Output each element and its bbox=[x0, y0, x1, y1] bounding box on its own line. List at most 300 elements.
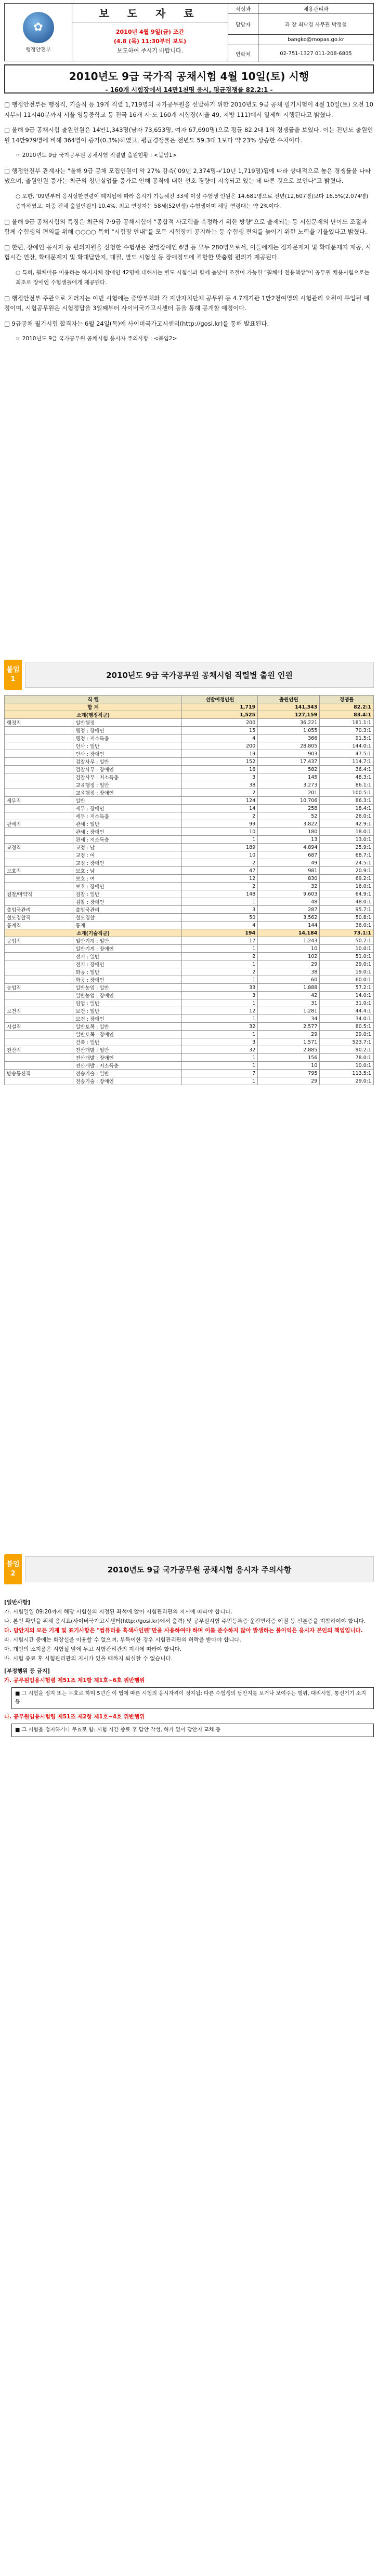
table-cell: 42 bbox=[258, 992, 320, 999]
table-cell: 보건직 bbox=[5, 1007, 73, 1015]
headline: 2010년도 9급 국가직 공채시험 4월 10일(토) 시행 bbox=[69, 70, 309, 83]
table-cell: 80.5:1 bbox=[320, 1023, 374, 1031]
table-cell: 4 bbox=[182, 735, 258, 742]
table-row bbox=[5, 1038, 374, 1046]
table-cell: 10 bbox=[182, 851, 258, 859]
table-cell: 합 계 bbox=[5, 703, 182, 711]
table-cell: 25.9:1 bbox=[320, 844, 374, 851]
table-cell: 287 bbox=[258, 906, 320, 914]
table-cell: 전기 : 일반 bbox=[73, 953, 182, 960]
paragraph: □ 행정안전부 관계자는 "올해 9급 공채 모집인원이 약 27% 감축('09년 2,374명→'10년 1,719명)됨에 따라 상대적으로 높은 경쟁률을 나타냈으며, 출원인원 증가는 최근의 청년실업률 증가로 인해 공직에 대한 선호 경향이 지속되고 있는 데 따른 것으로 보인다"고 밝혔다. bbox=[4, 167, 371, 184]
table-cell: 14,184 bbox=[258, 929, 320, 937]
table-row bbox=[5, 875, 374, 883]
table-cell: 2 bbox=[182, 953, 258, 960]
table-cell: 전송기술 : 장애인 bbox=[73, 1077, 182, 1085]
table-cell: 1 bbox=[182, 1062, 258, 1070]
value-person: 과 장 최낙경 사무관 박정철 bbox=[258, 14, 373, 35]
table-cell: 48.3:1 bbox=[320, 773, 374, 781]
table-cell bbox=[5, 1015, 73, 1023]
table-cell: 일반토목 : 장애인 bbox=[73, 1031, 182, 1038]
notice-item: 다. 답안지의 모든 기재 및 표기사항은 "컴퓨터용 흑색사인펜"만을 사용하여야 하며 이를 준수하지 않아 발생하는 불이익은 응시자 본인의 책임입니다. bbox=[4, 1627, 363, 1634]
table-cell: 10.0:1 bbox=[320, 945, 374, 953]
table-cell: 981 bbox=[258, 867, 320, 875]
table-cell: 38 bbox=[258, 968, 320, 976]
table-row bbox=[5, 836, 374, 844]
table-cell: 19.0:1 bbox=[320, 968, 374, 976]
table-cell: 3,822 bbox=[258, 820, 320, 828]
table-cell: 50.7:1 bbox=[320, 937, 374, 945]
table-row bbox=[5, 805, 374, 812]
table-cell: 86.3:1 bbox=[320, 797, 374, 805]
paragraph: □ 9급공채 필기시험 합격자는 6월 24일(목)에 사이버국가고시센터(http://gosi.kr)를 통해 발표된다. bbox=[4, 319, 269, 327]
table-cell: 2 bbox=[182, 883, 258, 890]
table-cell: 4,894 bbox=[258, 844, 320, 851]
table-cell: 113.5:1 bbox=[320, 1070, 374, 1077]
attachment-tag: 붙임 2 bbox=[4, 1554, 22, 1584]
table-cell: 16 bbox=[182, 766, 258, 773]
table-cell: 행정직 bbox=[5, 719, 73, 727]
table-cell: 10,706 bbox=[258, 797, 320, 805]
table-cell: 일반행정 bbox=[73, 719, 182, 727]
table-row bbox=[5, 750, 374, 758]
table-cell: 통계 bbox=[73, 922, 182, 929]
table-cell bbox=[5, 735, 73, 742]
table-cell: 인사 : 장애인 bbox=[73, 750, 182, 758]
notice-section bbox=[4, 1595, 374, 1740]
table-cell: 34 bbox=[258, 1015, 320, 1023]
table-row bbox=[5, 945, 374, 953]
table-row bbox=[5, 742, 374, 750]
table-row bbox=[5, 914, 374, 922]
attachment2-banner bbox=[4, 1553, 374, 1585]
table-cell: 3 bbox=[182, 1038, 258, 1046]
table-row bbox=[5, 1054, 374, 1062]
table-cell: 523.7:1 bbox=[320, 1038, 374, 1046]
table-row bbox=[5, 999, 374, 1007]
paragraph: □ 올해 9급 공채시험 출원인원은 14만1,343명(남자 73,653명, 여자 67,690명)으로 평균 82.2대 1의 경쟁률을 보였다. 이는 전년도 출원인원 14만979명에 비해 364명이 증가(0.3%)하였고, 평균경쟁률은 전년도 59.3대 1보다 약 23% 상승한 수치이다. bbox=[4, 126, 373, 144]
table-cell: 14 bbox=[182, 805, 258, 812]
table-row bbox=[5, 789, 374, 797]
table-header-row bbox=[5, 696, 374, 703]
table-cell: 보호 : 여 bbox=[73, 875, 182, 883]
table-cell: 127,159 bbox=[258, 711, 320, 719]
table-row bbox=[5, 797, 374, 805]
table-cell: 17 bbox=[182, 937, 258, 945]
section-heading: [부정행위 등 금지] bbox=[4, 1668, 50, 1674]
table-cell: 20.9:1 bbox=[320, 867, 374, 875]
table-cell: 화공 : 장애인 bbox=[73, 976, 182, 984]
table-cell: 64.9:1 bbox=[320, 890, 374, 898]
notice-item: 마. 개인의 소지품은 시험실 앞에 두고 시험관리관의 지시에 따라야 합니다. bbox=[4, 1646, 182, 1652]
table-cell: 인사 : 일반 bbox=[73, 742, 182, 750]
table-row bbox=[5, 898, 374, 906]
table-cell: 1,888 bbox=[258, 984, 320, 992]
table-cell: 50 bbox=[182, 914, 258, 922]
table-cell bbox=[5, 945, 73, 953]
label-person: 담당자 bbox=[228, 14, 258, 35]
subheadline: - 160개 시험장에서 14만1천명 응시, 평균경쟁률 82.2:1 - bbox=[105, 86, 273, 94]
table-cell: 1,525 bbox=[182, 711, 258, 719]
table-row bbox=[5, 922, 374, 929]
table-cell: 교육행정 : 일반 bbox=[73, 781, 182, 789]
table-cell: 세무 : 장애인 bbox=[73, 805, 182, 812]
reference-note: ☞ 2010년도 9급 국가공무원 공채시험 응시자 주의사항 : <붙임2> bbox=[16, 336, 177, 342]
col-header: 출원인원 bbox=[258, 696, 320, 703]
col-header: 직 렬 bbox=[5, 696, 182, 703]
value-phone: 02-751-1327 011-208-6805 bbox=[280, 50, 352, 57]
table-cell: 교육행정 : 장애인 bbox=[73, 789, 182, 797]
table-cell: 철도경찰직 bbox=[5, 914, 73, 922]
table-cell bbox=[5, 727, 73, 735]
table-cell: 검찰/마약직 bbox=[5, 890, 73, 898]
table-cell bbox=[5, 742, 73, 750]
table-cell bbox=[5, 1062, 73, 1070]
table-cell: 12 bbox=[182, 1007, 258, 1015]
table-cell: 78.0:1 bbox=[320, 1054, 374, 1062]
table-cell: 1 bbox=[182, 945, 258, 953]
table-cell: 1 bbox=[182, 960, 258, 968]
table-cell: 12 bbox=[182, 875, 258, 883]
table-cell: 144 bbox=[258, 922, 320, 929]
table-cell: 60.0:1 bbox=[320, 976, 374, 984]
table-cell: 29 bbox=[258, 1031, 320, 1038]
table-cell: 1,281 bbox=[258, 1007, 320, 1015]
table-cell bbox=[5, 750, 73, 758]
table-cell bbox=[5, 976, 73, 984]
label-phone: 연락처 bbox=[228, 45, 258, 62]
table-cell bbox=[5, 1031, 73, 1038]
table-cell: 189 bbox=[182, 844, 258, 851]
table-row bbox=[5, 773, 374, 781]
table-cell: 1 bbox=[182, 976, 258, 984]
table-cell: 임업 : 일반 bbox=[73, 999, 182, 1007]
table-row bbox=[5, 758, 374, 766]
table-cell: 농업직 bbox=[5, 984, 73, 992]
paragraph: ○ 특히, 휠체어를 이용하는 하지지체 장애인 42명에 대해서는 별도 시험실과 함께 높낮이 조절이 가능한 "휠체어 전용책상"이 공무원 채용시험으로는 최초로 장애인 수험생들에게 제공된다. bbox=[16, 269, 370, 286]
table-cell: 철도경찰 bbox=[73, 914, 182, 922]
table-cell: 소계(행정직군) bbox=[5, 711, 182, 719]
table-cell: 4 bbox=[182, 922, 258, 929]
table-cell: 50.8:1 bbox=[320, 914, 374, 922]
table-cell: 24.5:1 bbox=[320, 859, 374, 867]
table-cell: 148 bbox=[182, 890, 258, 898]
table-cell: 47.5:1 bbox=[320, 750, 374, 758]
table-cell: 57.2:1 bbox=[320, 984, 374, 992]
table-cell: 36.0:1 bbox=[320, 922, 374, 929]
attachment-title: 2010년도 9급 국가공무원 공채시험 직렬별 출원 인원 bbox=[25, 662, 374, 688]
table-cell: 1,571 bbox=[258, 1038, 320, 1046]
attachment1-banner bbox=[4, 659, 374, 691]
table-subtotal-row bbox=[5, 929, 374, 937]
table-cell: 42.9:1 bbox=[320, 820, 374, 828]
table-cell: 86.1:1 bbox=[320, 781, 374, 789]
table-cell: 일반 bbox=[73, 797, 182, 805]
table-cell: 830 bbox=[258, 875, 320, 883]
table-cell: 201 bbox=[258, 789, 320, 797]
table-cell: 교정 : 장애인 bbox=[73, 859, 182, 867]
table-cell bbox=[5, 789, 73, 797]
table-cell: 3 bbox=[182, 992, 258, 999]
table-row bbox=[5, 1062, 374, 1070]
table-cell: 전산개발 : 일반 bbox=[73, 1046, 182, 1054]
table-cell: 13 bbox=[258, 836, 320, 844]
table-cell: 10 bbox=[258, 1062, 320, 1070]
table-cell: 32 bbox=[182, 1046, 258, 1054]
logo-text: 행정안전부 bbox=[25, 47, 51, 53]
table-cell: 일반농업 : 장애인 bbox=[73, 992, 182, 999]
table-cell: 83.4:1 bbox=[320, 711, 374, 719]
table-cell: 32 bbox=[182, 1023, 258, 1031]
table-row bbox=[5, 719, 374, 727]
table-cell: 36,221 bbox=[258, 719, 320, 727]
table-cell: 258 bbox=[258, 805, 320, 812]
table-cell: 49 bbox=[258, 859, 320, 867]
table-cell: 관세 : 일반 bbox=[73, 820, 182, 828]
table-row bbox=[5, 1007, 374, 1015]
table-cell: 1,055 bbox=[258, 727, 320, 735]
table-cell bbox=[5, 875, 73, 883]
table-cell: 전산개발 : 저소득층 bbox=[73, 1062, 182, 1070]
table-cell: 18.0:1 bbox=[320, 828, 374, 836]
table-cell bbox=[5, 968, 73, 976]
table-cell: 관세직 bbox=[5, 820, 73, 828]
table-cell: 91.5:1 bbox=[320, 735, 374, 742]
rule-box: ■ 그 시험을 정지하거나 무효로 함: 시험 시간 종료 후 답안 작성, 허가 없이 답안지 교체 등 bbox=[11, 1724, 374, 1737]
col-header: 선발예정인원 bbox=[182, 696, 258, 703]
table-cell: 검찰사무 : 장애인 bbox=[73, 766, 182, 773]
table-cell: 1 bbox=[182, 836, 258, 844]
table-cell: 일반토목 : 일반 bbox=[73, 1023, 182, 1031]
table-cell: 일반기계 : 일반 bbox=[73, 937, 182, 945]
col-header: 경쟁률 bbox=[320, 696, 374, 703]
emblem-icon: ✿ bbox=[23, 12, 54, 43]
table-cell: 18.4:1 bbox=[320, 805, 374, 812]
table-cell: 44.4:1 bbox=[320, 1007, 374, 1015]
table-cell bbox=[5, 999, 73, 1007]
table-cell: 200 bbox=[182, 719, 258, 727]
table-cell bbox=[5, 953, 73, 960]
table-row bbox=[5, 1070, 374, 1077]
table-cell: 51.0:1 bbox=[320, 953, 374, 960]
table-cell: 48 bbox=[258, 898, 320, 906]
table-cell bbox=[5, 781, 73, 789]
table-cell: 141,343 bbox=[258, 703, 320, 711]
table-cell: 관세 : 장애인 bbox=[73, 828, 182, 836]
table-cell: 1 bbox=[182, 1054, 258, 1062]
table-cell: 90.2:1 bbox=[320, 1046, 374, 1054]
rule-box: ■ 그 시험을 정지 또는 무효로 하며 5년간 이 법에 따른 시험의 응시자격이 정지됨: 다른 수험생의 답안지를 보거나 보여주는 행위, 대리시험, 통신기기 소지 등 bbox=[11, 1687, 374, 1709]
paragraph: □ 행정안전부는 행정직, 기술직 등 19개 직렬 1,719명의 국가공무원을 선발하기 위한 2010년도 9급 공채 필기시험이 4월 10일(토) 오전 10시부터 11시40분까지 서울 영등중학교 등 전국 16개 시·도 160개 시험장(서울 49, 지방 111)에서 일제히 시행된다고 밝혔다. bbox=[4, 101, 373, 118]
table-cell: 156 bbox=[258, 1054, 320, 1062]
table-cell: 152 bbox=[182, 758, 258, 766]
table-cell bbox=[5, 773, 73, 781]
table-cell bbox=[5, 859, 73, 867]
table-cell: 26.0:1 bbox=[320, 812, 374, 820]
table-cell: 출입국관리 bbox=[73, 906, 182, 914]
table-cell: 2,885 bbox=[258, 1046, 320, 1054]
table-subtotal-row bbox=[5, 711, 374, 719]
table-cell: 687 bbox=[258, 851, 320, 859]
table-cell: 200 bbox=[182, 742, 258, 750]
table-cell bbox=[5, 812, 73, 820]
notice-item: 나. 본인 확인을 위해 응시표(사이버국가고시센터(http://gosi.kr)에서 출력) 및 공무원시험 주민등록증·운전면허증·여권 등 신분증을 지참하여야 합니다. bbox=[4, 1618, 366, 1624]
table-cell: 181.1:1 bbox=[320, 719, 374, 727]
paragraph: ○ 또한, '09년부터 응시상한연령이 폐지됨에 따라 응시가 가능해진 33세 이상 수험생 인원은 14,681명으로 전년(12,607명)보다 16.5%(2,074명) 증가하였고, 이중 전체 출원인원의 10.4%, 최고 연장자는 58세(52년생) 수험생이며 해당 연령대는 약 2%이다. bbox=[16, 193, 369, 209]
table-cell: 보호 : 남 bbox=[73, 867, 182, 875]
table-cell: 3,273 bbox=[258, 781, 320, 789]
table-row bbox=[5, 906, 374, 914]
paragraph: □ 올해 9급 공채시험의 특징은 최근의 7·9급 공채시험이 "종합적 사고력을 측정하기 위한 방향"으로 출제되는 등 시험문제의 난이도 조절과 함께 수험생의 편의를 위해 ○○○○ 특히 "시험장 안내"를 모든 시험장에 공지하는 등 수험생 편의를 높이기 위한 노력을 기울였다고 밝혔다. bbox=[4, 218, 367, 235]
press-header bbox=[4, 3, 374, 61]
table-cell: 9,603 bbox=[258, 890, 320, 898]
notice-item: 라. 시험시간 중에는 화장실을 이용할 수 없으며, 부득이한 경우 시험관리관의 허락을 받아야 합니다. bbox=[4, 1637, 241, 1643]
table-cell: 교정직 bbox=[5, 844, 73, 851]
table-cell: 33 bbox=[182, 984, 258, 992]
table-cell: 행정 : 장애인 bbox=[73, 727, 182, 735]
table-cell: 29.0:1 bbox=[320, 960, 374, 968]
table-row bbox=[5, 781, 374, 789]
table-total-row bbox=[5, 703, 374, 711]
table-row bbox=[5, 968, 374, 976]
table-cell: 114.7:1 bbox=[320, 758, 374, 766]
table-cell: 2 bbox=[182, 968, 258, 976]
table-cell: 1 bbox=[182, 999, 258, 1007]
table-cell: 검찰사무 : 일반 bbox=[73, 758, 182, 766]
table-cell: 7 bbox=[182, 1070, 258, 1077]
table-row bbox=[5, 937, 374, 945]
table-row bbox=[5, 992, 374, 999]
table-cell: 건축 : 일반 bbox=[73, 1038, 182, 1046]
table-cell: 38 bbox=[182, 781, 258, 789]
notice-item: 가. 시험일일 09:20까지 해당 시험실의 지정된 좌석에 앉아 시험관리관의 지시에 따라야 합니다. bbox=[4, 1609, 232, 1615]
table-cell: 10 bbox=[182, 828, 258, 836]
table-cell: 144.0:1 bbox=[320, 742, 374, 750]
section-heading: [일반사항] bbox=[4, 1599, 31, 1606]
table-cell bbox=[5, 1077, 73, 1085]
table-cell: 194 bbox=[182, 929, 258, 937]
table-cell bbox=[5, 766, 73, 773]
table-cell: 검찰 : 일반 bbox=[73, 890, 182, 898]
table-cell: 교정 : 남 bbox=[73, 844, 182, 851]
table-cell: 34.0:1 bbox=[320, 1015, 374, 1023]
table-row bbox=[5, 820, 374, 828]
table-cell: 70.3:1 bbox=[320, 727, 374, 735]
table-cell: 73.1:1 bbox=[320, 929, 374, 937]
table-cell: 전기 : 장애인 bbox=[73, 960, 182, 968]
ministry-logo bbox=[5, 4, 72, 61]
table-cell: 100.5:1 bbox=[320, 789, 374, 797]
table-row bbox=[5, 812, 374, 820]
paragraph: □ 한편, 장애인 응시자 등 편의지원을 신청한 수험생은 전맹장애인 6명 등 모두 280명으로서, 이들에게는 점자문제지 및 확대문제지 제공, 시험시간 연장, 확대문제지 및 확대답안지, 대필, 별도 시험실 등 장애정도에 적합한 맞춤형 편의가 제공된다. bbox=[4, 243, 371, 261]
table-row bbox=[5, 890, 374, 898]
table-cell: 1 bbox=[182, 1015, 258, 1023]
table-cell: 1,243 bbox=[258, 937, 320, 945]
table-cell: 소계(기술직군) bbox=[5, 929, 182, 937]
press-title: 보 도 자 료 bbox=[72, 4, 228, 22]
table-cell bbox=[5, 836, 73, 844]
table-cell: 180 bbox=[258, 828, 320, 836]
table-cell bbox=[5, 851, 73, 859]
label-email bbox=[228, 35, 258, 45]
table-cell: 69.2:1 bbox=[320, 875, 374, 883]
table-cell: 31 bbox=[258, 999, 320, 1007]
table-cell: 13.0:1 bbox=[320, 836, 374, 844]
table-cell: 16.0:1 bbox=[320, 883, 374, 890]
table-cell: 일반기계 : 장애인 bbox=[73, 945, 182, 953]
table-cell: 29 bbox=[258, 960, 320, 968]
table-cell: 2 bbox=[182, 812, 258, 820]
table-cell: 2 bbox=[182, 859, 258, 867]
table-cell bbox=[5, 992, 73, 999]
table-row bbox=[5, 727, 374, 735]
table-cell: 99 bbox=[182, 820, 258, 828]
table-cell: 68.7:1 bbox=[320, 851, 374, 859]
paragraph: □ 행정안전부 주관으로 치러지는 이번 시험에는 중앙부처와 각 지방자치단체 공무원 등 4.7개기관 1만2천여명의 시험관리 요원이 투입될 예정이며, 시험공무원은 시험정답을 3일째부터 사이버국가고시센터 등을 통해 공개할 예정이다. bbox=[4, 294, 370, 312]
table-row bbox=[5, 1015, 374, 1023]
table-row bbox=[5, 735, 374, 742]
table-row bbox=[5, 984, 374, 992]
table-row bbox=[5, 1046, 374, 1054]
table-cell: 60 bbox=[258, 976, 320, 984]
table-cell: 14.0:1 bbox=[320, 992, 374, 999]
article-body bbox=[4, 100, 374, 350]
table-cell: 2,577 bbox=[258, 1023, 320, 1031]
table-cell: 행정 : 저소득층 bbox=[73, 735, 182, 742]
table-cell: 29.0:1 bbox=[320, 1077, 374, 1085]
table-cell: 19 bbox=[182, 750, 258, 758]
table-cell: 출입국관리 bbox=[5, 906, 73, 914]
table-row bbox=[5, 976, 374, 984]
notice-item: 바. 시험 종료 후 시험관리관의 지시가 있을 때까지 퇴실할 수 없습니다. bbox=[4, 1656, 173, 1662]
table-cell: 세무직 bbox=[5, 797, 73, 805]
table-cell bbox=[5, 960, 73, 968]
table-cell: 145 bbox=[258, 773, 320, 781]
table-cell: 29.0:1 bbox=[320, 1031, 374, 1038]
applicant-stats-table bbox=[4, 695, 374, 1085]
attachment-title: 2010년도 9급 국가공무원 공채시험 응시자 주의사항 bbox=[25, 1556, 374, 1582]
attachment-tag: 붙임 1 bbox=[4, 660, 22, 690]
table-cell: 36.4:1 bbox=[320, 766, 374, 773]
table-cell: 903 bbox=[258, 750, 320, 758]
table-row bbox=[5, 883, 374, 890]
table-cell: 29 bbox=[258, 1077, 320, 1085]
table-cell: 1 bbox=[182, 1031, 258, 1038]
headline-box bbox=[4, 64, 374, 94]
table-cell: 2 bbox=[182, 789, 258, 797]
label-dept: 작성과 bbox=[228, 4, 258, 14]
table-cell: 124 bbox=[182, 797, 258, 805]
table-cell: 3 bbox=[182, 773, 258, 781]
table-cell: 10.0:1 bbox=[320, 1062, 374, 1070]
table-cell bbox=[5, 883, 73, 890]
reference-note: ☞ 2010년도 9급 국가공무원 공채시험 직렬별 출원현황 : <붙임1> bbox=[16, 152, 177, 158]
table-row bbox=[5, 766, 374, 773]
release-date: 2010년 4월 9일(금) 조간 (4.8 (목) 11:30부터 보도) 보도하여 주시기 바랍니다. bbox=[113, 29, 187, 54]
table-row bbox=[5, 1077, 374, 1085]
table-cell: 10 bbox=[258, 945, 320, 953]
table-cell: 28,805 bbox=[258, 742, 320, 750]
header-middle bbox=[72, 4, 228, 61]
table-cell: 795 bbox=[258, 1070, 320, 1077]
table-cell: 세무 : 저소득층 bbox=[73, 812, 182, 820]
table-cell: 1,719 bbox=[182, 703, 258, 711]
table-cell: 582 bbox=[258, 766, 320, 773]
table-cell: 전산직 bbox=[5, 1046, 73, 1054]
table-cell: 3,562 bbox=[258, 914, 320, 922]
table-cell: 17,437 bbox=[258, 758, 320, 766]
table-row bbox=[5, 859, 374, 867]
rule-title: 나. 공무원임용시험령 제51조 제2항 제1호~4호 위반행위 bbox=[4, 1714, 145, 1720]
